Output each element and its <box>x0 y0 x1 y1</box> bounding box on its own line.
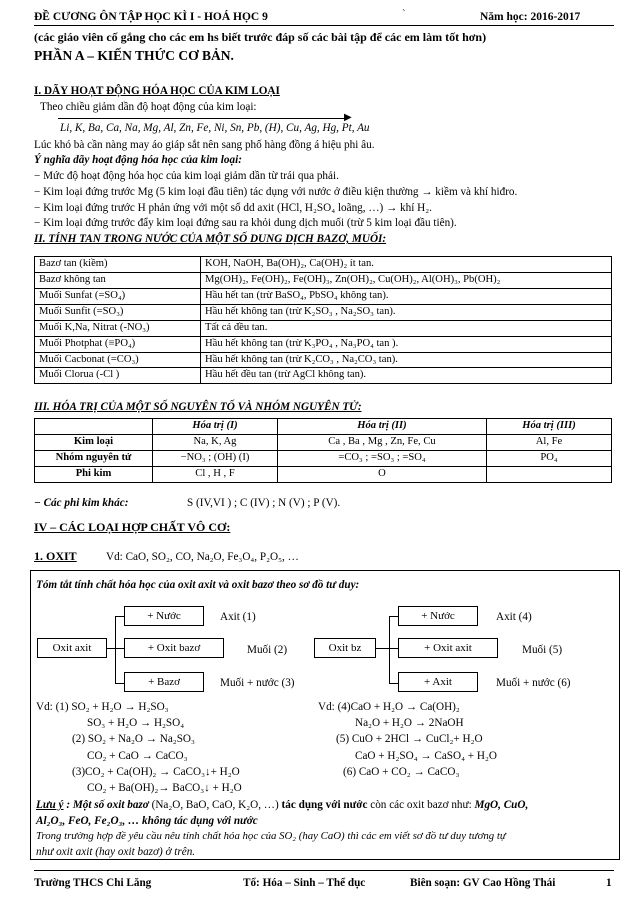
right-react-acidoxide-box: + Oxit axit <box>398 638 498 658</box>
part-title: PHẦN A – KIẾN THỨC CƠ BẢN. <box>34 48 234 63</box>
right-result-6: Muối + nước (6) <box>496 677 571 689</box>
footer-author: Biên soạn: GV Cao Hồng Thái <box>410 877 556 889</box>
left-react-base-box: + Bazơ <box>124 672 204 692</box>
note-part-b: (Na₂O, BaO, CaO, K₂O, …) <box>148 799 282 811</box>
direction-arrow-line <box>58 118 348 119</box>
right-react-acid-box: + Axit <box>398 672 478 692</box>
footer-group: Tổ: Hóa – Sinh – Thể dục <box>243 877 366 889</box>
solubility-type-cell: Muối Cacbonat (=CO₃) <box>35 352 201 368</box>
note-part-c: tác dụng với nước <box>281 799 368 811</box>
solubility-row <box>35 336 612 352</box>
valence-row <box>35 434 612 450</box>
valence-cell: Kim loại <box>35 434 153 450</box>
right-branch-spine <box>389 616 390 684</box>
page-number: 1 <box>606 877 612 889</box>
left-react-baseoxide-box: + Oxit bazơ <box>124 638 224 658</box>
eq-right-3: (5) CuO + 2HCl → CuCl₂+ H₂O <box>336 733 483 745</box>
solubility-row <box>35 288 612 304</box>
meaning-title: Ý nghĩa dãy hoạt động hóa học của kim loại: <box>34 154 242 166</box>
section1-heading: I. DÃY HOẠT ĐỘNG HÓA HỌC CỦA KIM LOẠI <box>34 85 280 97</box>
eq-left-3: (2) SO₂ + Na₂O → Na₂SO₃ <box>72 733 195 745</box>
eq-left-5: (3)CO₂ + Ca(OH)₂ → CaCO₃↓+ H₂O <box>72 766 240 778</box>
note-part-d: còn các oxit bazơ như: <box>367 799 475 811</box>
note-label: Lưu ý <box>36 799 64 811</box>
solubility-row <box>35 304 612 320</box>
valence-col-2: Hóa trị (II) <box>278 419 487 435</box>
solubility-rule-cell: Mg(OH)₂, Fe(OH)₂, Fe(OH)₃, Zn(OH)₂, Cu(OH)₂, Al(OH)₃, Pb(OH)₂ <box>201 272 612 288</box>
eq-right-4: CaO + H₂SO₄ → CaSO₄ + H₂O <box>355 750 497 762</box>
section1-intro: Theo chiều giảm dần độ hoạt động của kim loại: <box>40 101 257 113</box>
solubility-row <box>35 368 612 384</box>
section2-heading: II. TÍNH TAN TRONG NƯỚC CỦA MỘT SỐ DUNG DỊCH BAZƠ, MUỐI: <box>34 233 387 245</box>
oxide-examples: Vd: CaO, SO₂, CO, Na₂O, Fe₃O₄, P₂O₅, … <box>106 551 299 563</box>
left-result-1: Axit (1) <box>220 611 256 623</box>
header-rule <box>34 25 614 26</box>
nonmetal-value: S (IV,VI ) ; C (IV) ; N (V) ; P (V). <box>187 497 341 509</box>
valence-col-3: Hóa trị (III) <box>487 419 612 435</box>
note-line-4: như oxit axit (hay oxit bazơ) ở trên. <box>36 846 196 858</box>
summary-title: Tóm tắt tính chất hóa học của oxit axit và oxit bazơ theo sơ đồ tư duy: <box>36 579 360 591</box>
right-react-water-box: + Nước <box>398 606 478 626</box>
mnemonic: Lúc khó bà cần nàng may áo giáp sắt nên sang phố hàng đồng á hiệu phi âu. <box>34 139 375 151</box>
solubility-row <box>35 320 612 336</box>
right-result-4: Axit (4) <box>496 611 532 623</box>
solubility-type-cell: Bazơ không tan <box>35 272 201 288</box>
solubility-rule-cell: Hầu hết không tan (trừ K₂CO₃ , Na₂CO₃ tan). <box>201 352 612 368</box>
left-source-box: Oxit axit <box>37 638 107 658</box>
solubility-rule-cell: Hầu hết đều tan (trừ AgCl không tan). <box>201 368 612 384</box>
footer-rule <box>34 870 614 871</box>
note-part-e: MgO, CuO, <box>474 799 529 811</box>
meaning-point-4: − Kim loại đứng trước đẩy kim loại đứng sau ra khỏi dung dịch muối (trừ 5 kim loại đầu tiên). <box>34 217 457 229</box>
valence-row <box>35 466 612 482</box>
valence-cell <box>487 466 612 482</box>
eq-right-1: Vd: (4)CaO + H₂O → Ca(OH)₂ <box>318 701 460 713</box>
note-line-1 <box>36 798 528 812</box>
valence-table <box>34 418 612 483</box>
valence-cell: =CO₃ ; =SO₃ ; =SO₄ <box>278 450 487 466</box>
oxide-label: 1. OXIT <box>34 549 77 563</box>
valence-cell: Cl , H , F <box>153 466 278 482</box>
section4-heading: IV – CÁC LOẠI HỢP CHẤT VÔ CƠ: <box>34 520 231 534</box>
arrow-right-icon: ▶ <box>344 112 352 123</box>
solubility-table <box>34 256 612 384</box>
left-react-water-box: + Nước <box>124 606 204 626</box>
valence-cell: −NO₃ ; (OH) (I) <box>153 450 278 466</box>
doc-title: ĐỀ CƯƠNG ÔN TẬP HỌC KÌ I - HOÁ HỌC 9 <box>34 11 268 23</box>
nonmetal-label: − Các phi kim khác: <box>34 497 129 509</box>
valence-col-0 <box>35 419 153 435</box>
solubility-rule-cell: Hầu hết không tan (trừ K₃PO₄ , Na₃PO₄ tan ). <box>201 336 612 352</box>
school-year: Năm học: 2016-2017 <box>480 11 581 23</box>
header-note: (các giáo viên cố gắng cho các em hs biết trước đáp số các bài tập để các em làm tốt hơn) <box>34 30 487 44</box>
meaning-point-2: − Kim loại đứng trước Mg (5 kim loại đầu tiên) tác dụng với nước ở điều kiện thường → kiềm và khí hiđro. <box>34 186 518 198</box>
metal-series: Li, K, Ba, Ca, Na, Mg, Al, Zn, Fe, Ni, Sn, Pb, (H), Cu, Ag, Hg, Pt, Au <box>60 122 370 134</box>
valence-col-1: Hóa trị (I) <box>153 419 278 435</box>
solubility-type-cell: Muối Photphat (≡PO₄) <box>35 336 201 352</box>
left-result-2: Muối (2) <box>247 644 288 656</box>
eq-left-2: SO₃ + H₂O → H₂SO₄ <box>87 717 185 729</box>
meaning-point-1: − Mức độ hoạt động hóa học của kim loại giảm dần từ trái qua phải. <box>34 170 339 182</box>
solubility-rule-cell: Tất cả đều tan. <box>201 320 612 336</box>
solubility-type-cell: Muối Sunfit (=SO₃) <box>35 304 201 320</box>
stray-mark: ` <box>402 8 406 20</box>
eq-left-6: CO₂ + Ba(OH)₂→ BaCO₃↓ + H₂O <box>87 782 242 794</box>
footer-school: Trường THCS Chi Lăng <box>34 877 152 889</box>
solubility-row <box>35 257 612 273</box>
eq-right-5: (6) CaO + CO₂ → CaCO₃ <box>343 766 460 778</box>
left-branch-spine <box>115 616 116 684</box>
valence-cell: O <box>278 466 487 482</box>
eq-right-2: Na₂O + H₂O → 2NaOH <box>355 717 464 729</box>
left-branch-stub <box>107 648 125 649</box>
note-line-3: Trong trường hợp đề yêu cầu nêu tính chất hóa học của SO₂ (hay CaO) thì các em viết sơ đồ tư duy tương tự <box>36 830 506 842</box>
eq-left-1: Vd: (1) SO₂ + H₂O → H₂SO₃ <box>36 701 169 713</box>
right-source-box: Oxit bz <box>314 638 376 658</box>
solubility-row <box>35 272 612 288</box>
valence-row <box>35 450 612 466</box>
note-line-2: Al₂O₃, FeO, Fe₂O₃, … không tác dụng với nước <box>36 815 258 827</box>
section3-heading: III. HÓA TRỊ CỦA MỘT SỐ NGUYÊN TỐ VÀ NHÓM NGUYÊN TỬ: <box>34 401 362 413</box>
valence-cell: Phi kim <box>35 466 153 482</box>
valence-cell: Na, K, Ag <box>153 434 278 450</box>
note-part-a: : Một số oxit bazơ <box>63 799 149 811</box>
valence-cell: Nhóm nguyên tử <box>35 450 153 466</box>
solubility-type-cell: Bazơ tan (kiềm) <box>35 257 201 273</box>
solubility-rule-cell: Hầu hết tan (trừ BaSO₄, PbSO₄ không tan). <box>201 288 612 304</box>
solubility-type-cell: Muối K,Na, Nitrat (-NO₃) <box>35 320 201 336</box>
valence-cell: PO₄ <box>487 450 612 466</box>
solubility-rule-cell: Hầu hết không tan (trừ K₂SO₃ , Na₂SO₃ tan). <box>201 304 612 320</box>
left-result-3: Muối + nước (3) <box>220 677 295 689</box>
eq-left-4: CO₂ + CaO → CaCO₃ <box>87 750 188 762</box>
solubility-rule-cell: KOH, NaOH, Ba(OH)₂, Ca(OH)₂ ít tan. <box>201 257 612 273</box>
solubility-row <box>35 352 612 368</box>
right-result-5: Muối (5) <box>522 644 563 656</box>
valence-cell: Ca , Ba , Mg , Zn, Fe, Cu <box>278 434 487 450</box>
meaning-point-3: − Kim loại đứng trước H phản ứng với một số dd axit (HCl, H₂SO₄ loãng, …) → khí H₂. <box>34 202 432 214</box>
solubility-type-cell: Muối Sunfat (=SO₄) <box>35 288 201 304</box>
valence-cell: Al, Fe <box>487 434 612 450</box>
solubility-type-cell: Muối Clorua (-Cl ) <box>35 368 201 384</box>
